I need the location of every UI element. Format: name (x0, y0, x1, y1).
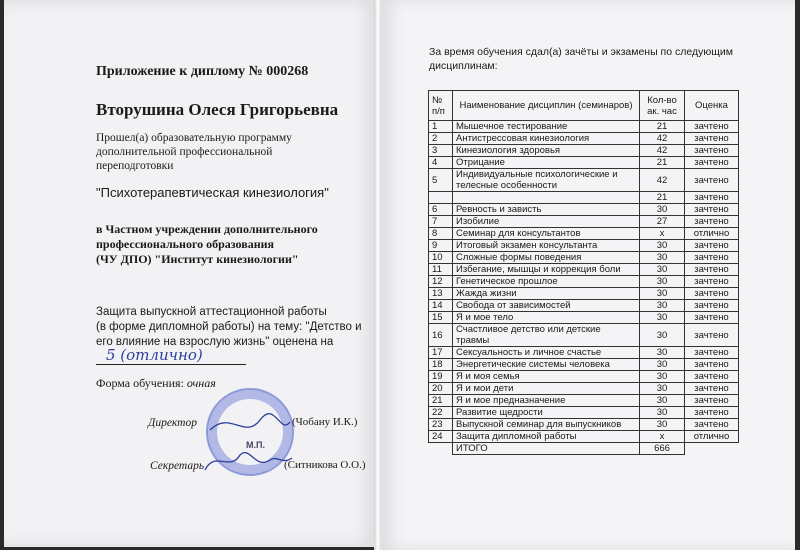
row-hours: х (640, 228, 685, 240)
row-number: 3 (429, 145, 453, 157)
row-hours: 30 (640, 312, 685, 324)
row-discipline: Свобода от зависимостей (453, 300, 640, 312)
row-discipline: Выпускной семинар для выпускников (453, 419, 640, 431)
row-discipline: Антистрессовая кинезиология (453, 133, 640, 145)
signatures (200, 400, 295, 480)
table-row (429, 252, 739, 264)
thesis-line-2: (в форме дипломной работы) на тему: "Детство и (96, 321, 362, 333)
row-grade: зачтено (685, 371, 739, 383)
study-form-label: Форма обучения: (96, 376, 184, 390)
row-number: 19 (429, 371, 453, 383)
total-row (429, 443, 739, 455)
study-form (96, 377, 216, 391)
row-grade: зачтено (685, 264, 739, 276)
row-grade: зачтено (685, 288, 739, 300)
row-number: 5 (429, 169, 453, 192)
row-hours: 42 (640, 169, 685, 192)
table-row (429, 431, 739, 443)
row-grade: зачтено (685, 300, 739, 312)
row-hours: 30 (640, 395, 685, 407)
thesis-line-3: его влияние на взрослую жизнь" оценена на (96, 336, 334, 348)
program-text-line-1: Прошел(а) образовательную программу (96, 132, 292, 144)
row-grade: зачтено (685, 324, 739, 347)
table-row (429, 383, 739, 395)
row-hours: 42 (640, 133, 685, 145)
institution-line-2: профессионального образования (96, 237, 275, 251)
row-discipline: Я и моя семья (453, 371, 640, 383)
graduate-name: Вторушина Олеся Григорьевна (96, 100, 339, 119)
row-number: 21 (429, 395, 453, 407)
row-grade: зачтено (685, 145, 739, 157)
table-row (429, 204, 739, 216)
row-number: 8 (429, 228, 453, 240)
row-discipline: Защита дипломной работы (453, 431, 640, 443)
row-discipline: Развитие щедрости (453, 407, 640, 419)
row-discipline: Кинезиология здоровья (453, 145, 640, 157)
row-number: 16 (429, 324, 453, 347)
row-discipline: Жажда жизни (453, 288, 640, 300)
row-hours: 30 (640, 204, 685, 216)
row-number: 24 (429, 431, 453, 443)
row-hours: 30 (640, 264, 685, 276)
row-hours: 30 (640, 324, 685, 347)
row-number: 6 (429, 204, 453, 216)
table-row (429, 192, 739, 204)
table-row (429, 395, 739, 407)
row-discipline: Я и мое предназначение (453, 395, 640, 407)
row-number: 17 (429, 347, 453, 359)
table-row (429, 419, 739, 431)
table-row (429, 288, 739, 300)
row-number: 18 (429, 359, 453, 371)
study-form-value: очная (186, 376, 216, 390)
row-number: 20 (429, 383, 453, 395)
row-number: 9 (429, 240, 453, 252)
row-hours: 30 (640, 383, 685, 395)
header-discipline: Наименование дисциплин (семинаров) (453, 91, 640, 121)
row-hours: 21 (640, 121, 685, 133)
header-hours: Кол-во ак. час (640, 91, 685, 121)
row-number: 1 (429, 121, 453, 133)
row-grade: отлично (685, 431, 739, 443)
table-row (429, 216, 739, 228)
total-empty (685, 443, 739, 455)
row-hours: 30 (640, 288, 685, 300)
table-row (429, 300, 739, 312)
table-row (429, 133, 739, 145)
row-discipline: Сложные формы поведения (453, 252, 640, 264)
row-discipline (453, 192, 640, 204)
table-row (429, 347, 739, 359)
row-number (429, 192, 453, 204)
row-hours: 30 (640, 359, 685, 371)
row-discipline: Сексуальность и личное счастье (453, 347, 640, 359)
table-header-row (429, 91, 739, 121)
row-hours: 30 (640, 276, 685, 288)
row-number: 12 (429, 276, 453, 288)
row-grade: зачтено (685, 395, 739, 407)
row-number: 23 (429, 419, 453, 431)
program-text-line-3: переподготовки (96, 160, 174, 172)
row-number: 14 (429, 300, 453, 312)
row-number: 22 (429, 407, 453, 419)
row-grade: зачтено (685, 359, 739, 371)
row-number: 13 (429, 288, 453, 300)
row-discipline: Изобилие (453, 216, 640, 228)
table-row (429, 264, 739, 276)
grades-table (428, 90, 739, 455)
appendix-title: Приложение к диплому № 000268 (96, 64, 309, 79)
row-hours: 30 (640, 300, 685, 312)
row-hours: 30 (640, 240, 685, 252)
row-grade: зачтено (685, 133, 739, 145)
table-row (429, 407, 739, 419)
row-number: 2 (429, 133, 453, 145)
total-hours: 666 (640, 443, 685, 455)
header-grade: Оценка (685, 91, 739, 121)
program-text-line-2: дополнительной профессиональной (96, 146, 273, 158)
row-grade: зачтено (685, 383, 739, 395)
table-row (429, 145, 739, 157)
institution-line-3: (ЧУ ДПО) "Институт кинезиологии" (96, 252, 299, 266)
row-grade: зачтено (685, 252, 739, 264)
table-row (429, 276, 739, 288)
row-grade: отлично (685, 228, 739, 240)
row-hours: 21 (640, 192, 685, 204)
row-number: 4 (429, 157, 453, 169)
table-row (429, 324, 739, 347)
header-number: № п/п (429, 91, 453, 121)
row-number: 11 (429, 264, 453, 276)
table-row (429, 121, 739, 133)
row-discipline: Итоговый экзамен консультанта (453, 240, 640, 252)
row-grade: зачтено (685, 276, 739, 288)
row-hours: 30 (640, 347, 685, 359)
row-hours: 30 (640, 407, 685, 419)
row-discipline: Семинар для консультантов (453, 228, 640, 240)
row-discipline: Я и мое тело (453, 312, 640, 324)
total-spacer (429, 443, 453, 455)
row-grade: зачтено (685, 192, 739, 204)
row-grade: зачтено (685, 169, 739, 192)
secretary-label: Секретарь (150, 460, 205, 472)
row-hours: 30 (640, 252, 685, 264)
row-hours: 30 (640, 419, 685, 431)
row-hours: 42 (640, 145, 685, 157)
table-row (429, 157, 739, 169)
row-hours: 27 (640, 216, 685, 228)
row-grade: зачтено (685, 121, 739, 133)
row-discipline: Энергетические системы человека (453, 359, 640, 371)
row-hours: х (640, 431, 685, 443)
institution-line-1: в Частном учреждении дополнительного (96, 222, 318, 236)
table-row (429, 312, 739, 324)
stamp-mp-label: М.П. (246, 440, 265, 450)
row-grade: зачтено (685, 312, 739, 324)
grade-underline (96, 364, 246, 365)
row-grade: зачтено (685, 419, 739, 431)
row-grade: зачтено (685, 157, 739, 169)
secretary-name: (Ситникова О.О.) (284, 459, 366, 471)
intro-line-2: дисциплинам: (429, 60, 498, 72)
row-discipline: Счастливое детство или детские травмы (453, 324, 640, 347)
row-grade: зачтено (685, 347, 739, 359)
thesis-grade: 5 (отлично) (106, 346, 203, 364)
row-number: 7 (429, 216, 453, 228)
row-number: 15 (429, 312, 453, 324)
table-row (429, 359, 739, 371)
director-label: Директор (148, 417, 197, 429)
row-number: 10 (429, 252, 453, 264)
director-name: (Чобану И.К.) (292, 416, 358, 428)
total-label: ИТОГО (453, 443, 640, 455)
row-hours: 21 (640, 157, 685, 169)
row-discipline: Мышечное тестирование (453, 121, 640, 133)
program-name: "Психотерапевтическая кинезиология" (96, 185, 329, 200)
row-grade: зачтено (685, 240, 739, 252)
thesis-line-1: Защита выпускной аттестационной работы (96, 306, 327, 318)
row-hours: 30 (640, 371, 685, 383)
row-discipline: Я и мои дети (453, 383, 640, 395)
table-row (429, 240, 739, 252)
row-discipline: Ревность и зависть (453, 204, 640, 216)
row-discipline: Отрицание (453, 157, 640, 169)
table-row (429, 371, 739, 383)
row-grade: зачтено (685, 204, 739, 216)
table-row (429, 169, 739, 192)
row-discipline: Генетическое прошлое (453, 276, 640, 288)
row-grade: зачтено (685, 407, 739, 419)
row-grade: зачтено (685, 216, 739, 228)
row-discipline: Индивидуальные психологические и телесные особенности (453, 169, 640, 192)
table-row (429, 228, 739, 240)
intro-line-1: За время обучения сдал(а) зачёты и экзамены по следующим (429, 46, 733, 58)
row-discipline: Избегание, мышцы и коррекция боли (453, 264, 640, 276)
